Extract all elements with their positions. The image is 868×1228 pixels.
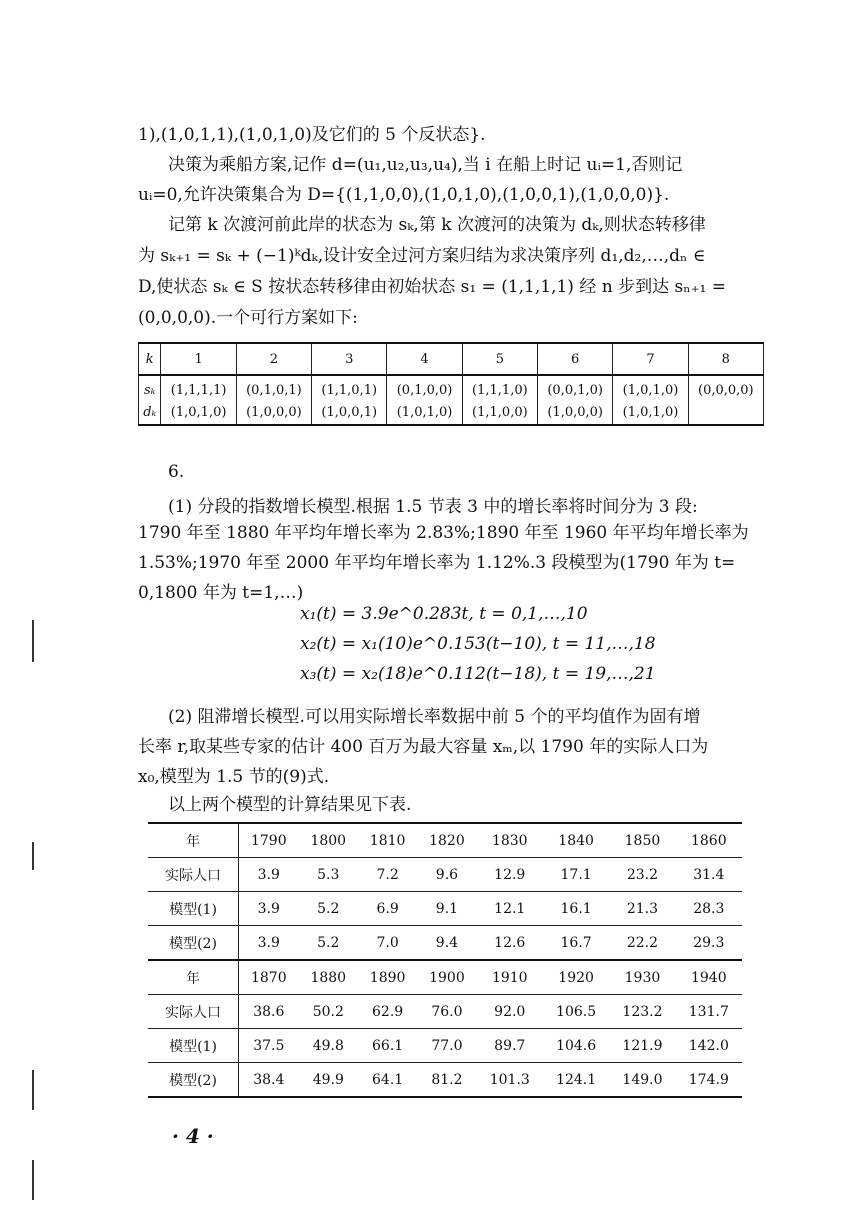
table-cell: 3.9 (239, 892, 299, 926)
table-row (139, 375, 764, 425)
table-cell: 1790 (239, 823, 299, 858)
table-cell: 23.2 (609, 858, 675, 892)
table-cell: 66.1 (358, 1029, 417, 1063)
table-cell: 21.3 (609, 892, 675, 926)
equation-1: x₁(t) = 3.9e^0.283t, t = 0,1,…,10 (300, 604, 588, 624)
table-cell: 106.5 (543, 995, 609, 1029)
table-cell: 7.2 (358, 858, 417, 892)
table-cell: 4 (387, 343, 462, 375)
row-labels (139, 375, 161, 425)
table-cell: 49.9 (299, 1063, 358, 1098)
text-line-15: x₀,模型为 1.5 节的(9)式. (138, 767, 330, 787)
text-line-11: 1.53%;1970 年至 2000 年平均年增长率为 1.12%.3 段模型为(1790 年为 t= (138, 553, 736, 573)
table-cell: 64.1 (358, 1063, 417, 1098)
table-cell: 3.9 (239, 926, 299, 961)
table-cell: 1 (161, 343, 236, 375)
table-cell: 6 (538, 343, 613, 375)
s-value: (1,0,1,0) (622, 383, 679, 398)
d-value: (1,1,0,0) (472, 405, 528, 420)
table-cell: 1930 (609, 960, 675, 995)
s-value: (1,1,0,1) (321, 383, 378, 398)
row-label: 年 (148, 823, 239, 858)
table-cell: 12.1 (477, 892, 543, 926)
margin-mark (32, 620, 34, 662)
row-label: 模型(2) (148, 926, 239, 961)
table-cell: 1810 (358, 823, 417, 858)
table-cell: 7 (613, 343, 688, 375)
d-value: (1,0,0,1) (321, 405, 378, 420)
table-row (148, 1029, 742, 1063)
table-cell: 5 (462, 343, 537, 375)
table-cell: 16.1 (543, 892, 609, 926)
table-cell: 31.4 (676, 858, 742, 892)
table-cell: 76.0 (417, 995, 476, 1029)
d-value: (1,0,1,0) (396, 405, 453, 420)
margin-mark (32, 1160, 34, 1200)
table-cell: 62.9 (358, 995, 417, 1029)
text-line-10: 1790 年至 1880 年平均年增长率为 2.83%;1890 年至 1960 年平均年增长率为 (138, 523, 749, 543)
table-cell: 29.3 (676, 926, 742, 961)
table-cell: 1820 (417, 823, 476, 858)
text-line-6: D,使状态 sₖ ∈ S 按状态转移律由初始状态 s₁ = (1,1,1,1) 经 n 步到达 sₙ₊₁ = (138, 277, 727, 297)
table-cell: 5.2 (299, 892, 358, 926)
table-cell: 8 (688, 343, 763, 375)
d-value: (1,0,1,0) (170, 405, 227, 420)
s-value: (0,1,0,0) (396, 383, 453, 398)
d-value: (1,0,0,0) (246, 405, 302, 420)
row-label: 实际人口 (148, 995, 239, 1029)
table-row (148, 960, 742, 995)
d-value: (1,0,1,0) (622, 405, 679, 420)
table-cell (688, 375, 763, 425)
s-value: (0,0,0,0) (698, 383, 754, 398)
text-line-2: 决策为乘船方案,记作 d=(u₁,u₂,u₃,u₄),当 i 在船上时记 uᵢ=1,否则记 (168, 155, 683, 175)
table-cell: 37.5 (239, 1029, 299, 1063)
row-label: 模型(1) (148, 892, 239, 926)
table-row (148, 823, 742, 858)
table-cell: 1890 (358, 960, 417, 995)
text-line-13: (2) 阻滞增长模型.可以用实际增长率数据中前 5 个的平均值作为固有增 (168, 707, 701, 727)
table-cell: 38.6 (239, 995, 299, 1029)
s-value: (1,1,1,0) (472, 383, 528, 398)
text-line-5: 为 sₖ₊₁ = sₖ + (−1)ᵏdₖ,设计安全过河方案归结为求决策序列 d₁,d₂,…,dₙ ∈ (138, 246, 706, 266)
table-cell: 5.2 (299, 926, 358, 961)
equation-2: x₂(t) = x₁(10)e^0.153(t−10), t = 11,…,18 (300, 634, 656, 654)
table-row (148, 926, 742, 961)
text-line-3: uᵢ=0,允许决策集合为 D={(1,1,0,0),(1,0,1,0),(1,0,0,1),(1,0,0,0)}. (138, 185, 670, 205)
text-line-12: 0,1800 年为 t=1,…) (138, 583, 304, 603)
table-cell (312, 375, 387, 425)
table-cell: 123.2 (609, 995, 675, 1029)
table-cell (538, 375, 613, 425)
table-cell: 121.9 (609, 1029, 675, 1063)
text-line-4: 记第 k 次渡河前此岸的状态为 sₖ,第 k 次渡河的决策为 dₖ,则状态转移律 (168, 215, 706, 235)
d-label: dₖ (143, 405, 157, 420)
row-label: 实际人口 (148, 858, 239, 892)
table-cell: 9.6 (417, 858, 476, 892)
table-cell (161, 375, 236, 425)
page-number: · 4 · (172, 1124, 214, 1148)
table-cell: 1880 (299, 960, 358, 995)
row-label: 模型(1) (148, 1029, 239, 1063)
table-row (148, 995, 742, 1029)
table-cell: 142.0 (676, 1029, 742, 1063)
table-cell: 12.6 (477, 926, 543, 961)
table-cell: 81.2 (417, 1063, 476, 1098)
margin-mark (32, 842, 34, 870)
table-cell: 1920 (543, 960, 609, 995)
table-cell: 3.9 (239, 858, 299, 892)
text-line-16: 以上两个模型的计算结果见下表. (168, 795, 412, 815)
table-cell: 1800 (299, 823, 358, 858)
table-cell: 124.1 (543, 1063, 609, 1098)
table-cell: 92.0 (477, 995, 543, 1029)
table-cell: 9.4 (417, 926, 476, 961)
table-cell: 7.0 (358, 926, 417, 961)
table-cell: 49.8 (299, 1029, 358, 1063)
table-cell: 149.0 (609, 1063, 675, 1098)
table-cell: 1940 (676, 960, 742, 995)
table-cell: 6.9 (358, 892, 417, 926)
text-line-9: (1) 分段的指数增长模型.根据 1.5 节表 3 中的增长率将时间分为 3 段: (168, 497, 698, 517)
table-cell: 5.3 (299, 858, 358, 892)
table-cell (387, 375, 462, 425)
table-cell: 9.1 (417, 892, 476, 926)
table-row (148, 1063, 742, 1098)
text-line-1: 1),(1,0,1,1),(1,0,1,0)及它们的 5 个反状态}. (138, 125, 486, 145)
s-value: (0,1,0,1) (246, 383, 302, 398)
text-line-14: 长率 r,取某些专家的估计 400 百万为最大容量 xₘ,以 1790 年的实际人口为 (138, 737, 709, 757)
table-cell: 22.2 (609, 926, 675, 961)
table-cell: 38.4 (239, 1063, 299, 1098)
table-cell: 17.1 (543, 858, 609, 892)
table-cell: k (139, 343, 161, 375)
margin-mark (32, 1070, 34, 1110)
table-cell: 3 (312, 343, 387, 375)
table-cell: 1910 (477, 960, 543, 995)
table-cell: 1900 (417, 960, 476, 995)
table-cell: 89.7 (477, 1029, 543, 1063)
table-cell: 50.2 (299, 995, 358, 1029)
table-cell: 1840 (543, 823, 609, 858)
transfer-table (138, 342, 764, 426)
table-cell: 28.3 (676, 892, 742, 926)
table-header-row (139, 343, 764, 375)
table-cell (462, 375, 537, 425)
row-label: 年 (148, 960, 239, 995)
equation-3: x₃(t) = x₂(18)e^0.112(t−18), t = 19,…,21 (300, 664, 656, 684)
table-cell: 12.9 (477, 858, 543, 892)
d-value: (1,0,0,0) (547, 405, 603, 420)
table-row (148, 858, 742, 892)
table-cell: 1860 (676, 823, 742, 858)
table-cell: 104.6 (543, 1029, 609, 1063)
table-cell: 131.7 (676, 995, 742, 1029)
text-line-7: (0,0,0,0).一个可行方案如下: (138, 308, 358, 328)
table-cell: 174.9 (676, 1063, 742, 1098)
table-cell (613, 375, 688, 425)
table-cell: 2 (236, 343, 311, 375)
row-label: 模型(2) (148, 1063, 239, 1098)
table-cell: 1830 (477, 823, 543, 858)
table-cell: 101.3 (477, 1063, 543, 1098)
table-cell (236, 375, 311, 425)
table-row (148, 892, 742, 926)
table-cell: 1870 (239, 960, 299, 995)
table-cell: 77.0 (417, 1029, 476, 1063)
s-value: (1,1,1,1) (170, 383, 227, 398)
table-cell: 16.7 (543, 926, 609, 961)
s-label: sₖ (144, 383, 156, 398)
population-table (148, 822, 742, 1098)
section-number: 6. (168, 462, 185, 482)
table-cell: 1850 (609, 823, 675, 858)
s-value: (0,0,1,0) (547, 383, 603, 398)
